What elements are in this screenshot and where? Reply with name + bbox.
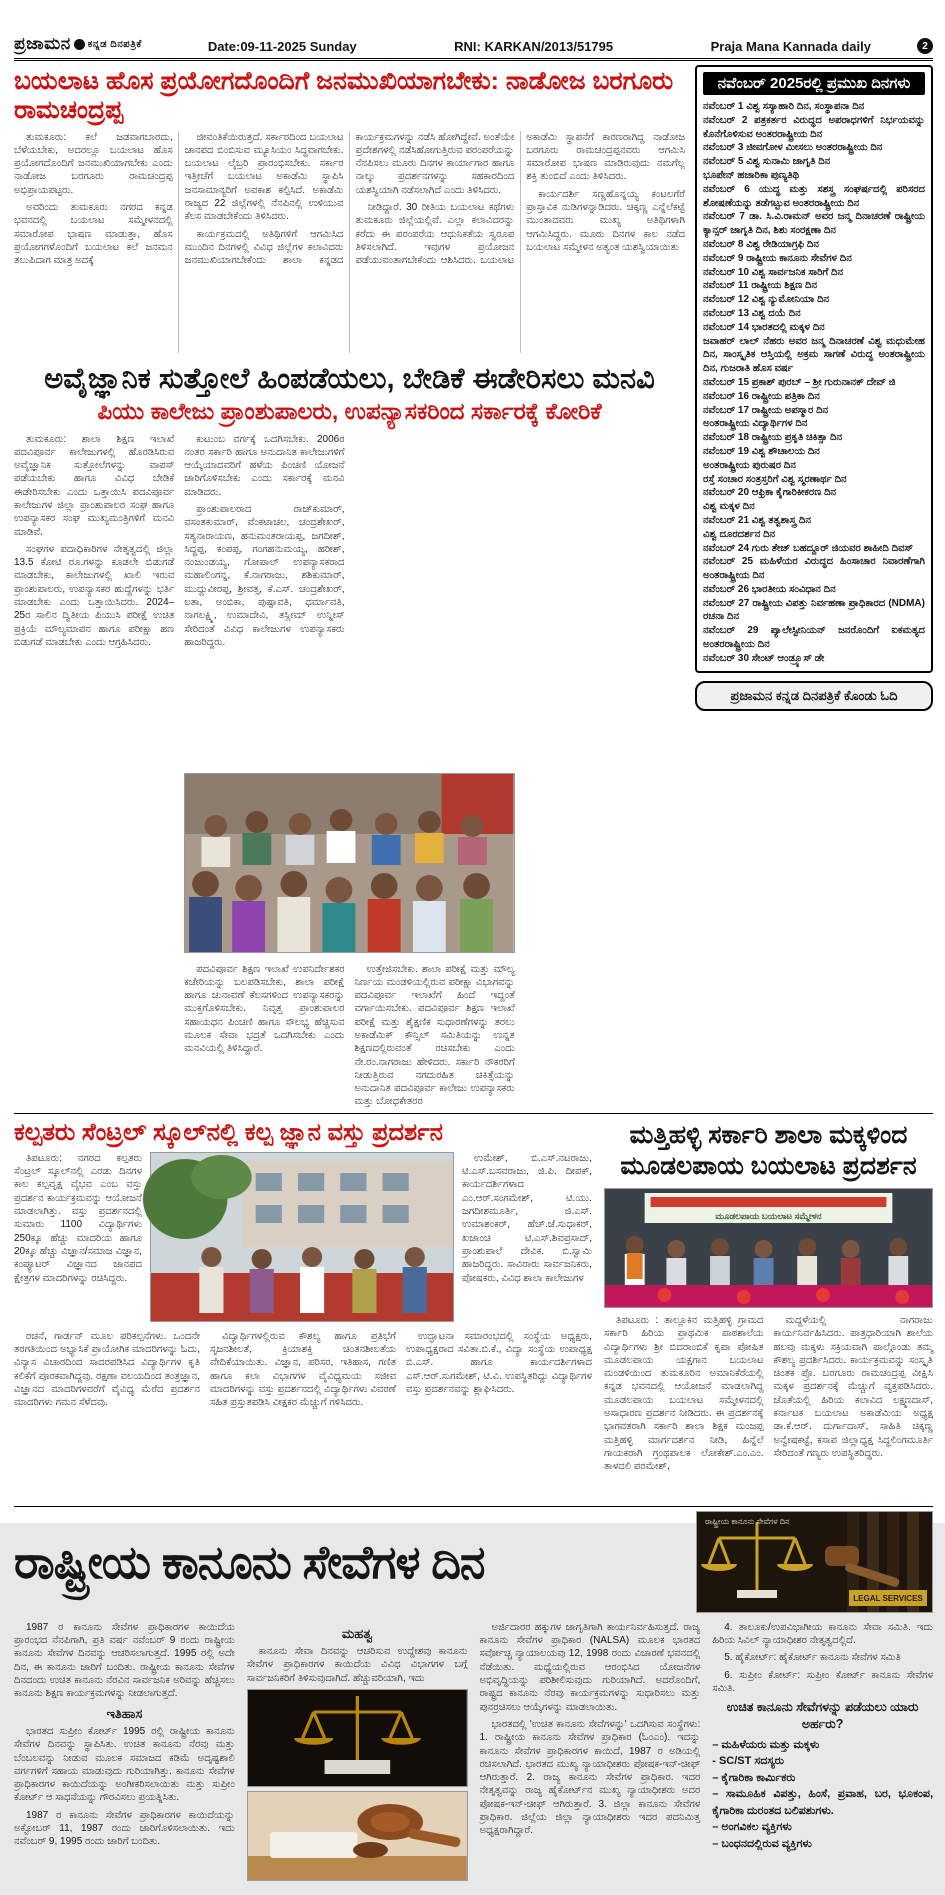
paragraph: ಅರ್ಜಿದಾರರ ಹಕ್ಕುಗಳ ಜಾಗೃತಿಗಾಗಿ ಕಾರ್ಯನಿರ್ವಹಿಸುತ್ತದೆ. ರಾಜ್ಯ ಕಾನೂನು ಸೇವೆಗಳ ಪ್ರಾಧಿಕಾರ (NALSA) ಮೂಲಕ ಭಾರತದ ಸರ್ವೋಚ್ಚ ನ್ಯಾಯಾಲಯವು 12, 1998 ರಂದು ವಿಚಾರಣೆ ಭವನದಲ್ಲಿ ನೆಡೆಯಿತು. ಮಧ್ಯೆಯಲ್ಲಿರುವ ಆರಂಭಿಸಿದ ಯೋಜನೆಗಳ ಅಭಿವೃದ್ಧಿಯನ್ನು ಪರಿಶೀಲಿಸುವುದು ಗುರಿಯಾಗಿದೆ. ಅದರೊಂದಿಗೆ, ರಾಷ್ಟ್ರದ ಕಾನೂನು ನೆರವು ಕಾರ್ಯಕ್ರಮಗಳನ್ನು ಸುಧಾರಿಸಲು ಮತ್ತು ಪುನರ್ರಚಿಸಲು ಆಯ್ಕೆಗಳನ್ನು ಮಾಡಲಾಯಿತು. xyxy=(479,1621,701,1713)
protest-crowd-photo xyxy=(184,773,515,953)
law-article xyxy=(14,1506,933,1889)
newspaper-logo xyxy=(14,34,142,54)
paragraph: ಉಮೇಶ್, ಬಿ.ಎಸ್.ನಟರಾಜು, ಟಿ.ಎಸ್.ಬಸವರಾಜು, ಜಿ.ಪಿ. ದೀಪಕ್, ಕಾರ್ಯದರ್ಶಿಗಳಾದ ಎಂ.ಆರ್.ಸಂಗಮೇಶ್, ಟಿ.ಯು. ಜಗದೀಶಮೂರ್ತಿ, ಜಿ.ಎಸ್. ಉಮಾಶಂಕರ್, ಹೆಚ್.ಜೆ.ಸುಧಾಕರ್, ಖಜಾಂಚಿ ಟಿ.ಎಸ್.ಶಿವಪ್ರಸಾದ್, ಪ್ರಾಂಶುಪಾಲೆ ದೇವಿಕ. ಬಿ.ಸ್ವಾಮಿ ಹಾಜರಿದ್ದರು. ಸಾವಿರಾರು ಸಾರ್ವಜನಿಕರು, ಪೋಷಕರು, ವಿವಿಧ ಶಾಲಾ ಕಾಲೇಜುಗಳ xyxy=(462,1152,592,1284)
day-list-item: ನವೆಂಬರ್ 26 ಭಾರತೀಯ ಸಂವಿಧಾನ ದಿನ xyxy=(703,583,836,595)
day-list-item: ನವೆಂಬರ್ 14 ಭಾರತದಲ್ಲಿ ಮಕ್ಕಳ ದಿನ xyxy=(703,321,825,333)
crowd-photo-illustration xyxy=(185,774,514,952)
eligibility-list xyxy=(712,1737,933,1853)
exhibition-photo xyxy=(150,1152,454,1322)
paragraph: ಕಾರ್ಯಕ್ರಮದಲ್ಲಿ ಅತಿಥಿಗಳಿಗೆ ಆಗಮಿಸಿದ ಮುಂದಿನ ದಿನಗಳಲ್ಲಿ ವಿವಿಧ ಜಿಲ್ಲೆಗಳ ಕಲಾವಿದರು ಜನಮುಖಿಯಾಗಬೇಕೆಂದು ಶಾಲಾ ಕನ್ನಡದ ಕಾರ್ಯಕ್ರಮಗಳನ್ನು ನಡೆಸಿ ಹೋಗಿದ್ದೇವೆ. ಅಂತೆಯೇ ಪ್ರದೇಶಗಳಲ್ಲಿ ನಡೆಸಿಹೋಗುತ್ತಿರುವ ಪರಂಪರೆಯನ್ನು ನೆನಪಿಸಲು ಮೂರು ದಿನಗಳ ಕಾರ್ಯಾಗಾರ ಹಾಗೂ ನಾಲ್ಕು ಪ್ರದರ್ಶನಗಳನ್ನು ಸಹಕಾರದಿಂದ ಯಶಸ್ವಿಯಾಗಿ ನಡೆಸಲಾಗಿದೆ ಎಂದು ತಿಳಿಸಿದರು. xyxy=(184,131,515,267)
logo-subtitle: ಕನ್ನಡ ದಿನಪತ್ರಿಕೆ xyxy=(87,38,142,50)
paragraph: ಕುಟುಂಬ ವರ್ಗಕ್ಕೆ ಒದಗಿಸಬೇಕು. 2006ರ ನಂತರ ಸರ್ಕಾರಿ ಹಾಗೂ ಅನುದಾನಿತ ಕಾಲೇಜುಗಳಿಗೆ ಆಯ್ಕೆಯಾದವರಿಗೆ ಹಳೆಯ ಪಿಂಚಣಿ ಯೋಜನೆ ಜಾರಿಗೊಳಿಸಬೇಕು ಎಂದು ಸರ್ಕಾರಕ್ಕೆ ಮನವಿ ಮಾಡಿದರು. xyxy=(184,433,345,498)
gavel-photo-illustration xyxy=(248,1792,467,1880)
kalpataru-bottom-col2 xyxy=(210,1330,396,1498)
paragraph: ಮದ್ದಳೆಯಲ್ಲಿ ನಾಗರಾಜು ಕಾರ್ಯನಿರ್ವಹಿಸಿದರು. ಪಾತ್ರಧಾರಿಯಾಗಿ ಶಾಲೆಯ ಹಲವು ಮಕ್ಕಳು ಸಕ್ರಿಯವಾಗಿ ಪಾಲ್ಗೊಂಡು ತಮ್ಮ ಕೌಶಲ್ಯ ಪ್ರದರ್ಶಿಸಿದರು. ಕಾರ್ಯಕ್ರಮವನ್ನು ಸಂಸ್ಕೃತಿ ಚಿಂತಕ ಪ್ರೊ. ಬರಗೂರು ರಾಮಚಂದ್ರಪ್ಪ ವೀಕ್ಷಿಸಿ ಮಕ್ಕಳ ಪ್ರದರ್ಶನಕ್ಕೆ ಮೆಚ್ಚುಗೆ ವ್ಯಕ್ತಪಡಿಸಿದರು. ಜೊತೆಯಲ್ಲಿ ಹಿರಿಯ ಕಲಾವಿದ ಲಕ್ಷ್ಮಣದಾಸ್, ಕರ್ನಾಟಕ ಬಯಲಾಟ ಅಕಾಡೆಮಿಯ ಅಧ್ಯಕ್ಷ ಡಾ.ಕೆ.ಆರ್. ದುರ್ಗಾದಾಸ್, ಸಾಹಿತಿ ಚಿಕ್ಕಣ್ಣ ಅನ್ವೇಷಕಟ್ಟೆ, ಕಸಾಪ ಜಿಲ್ಲಾಧ್ಯಕ್ಷ ಸಿದ್ಧಲಿಂಗಮೂರ್ತಿ ಸೇರಿದಂತೆ ಗಣ್ಯರು ಉಪಸ್ಥಿತರಿದ್ದರು. xyxy=(773,1315,933,1459)
exhibition-photo-illustration xyxy=(151,1153,453,1321)
day-list-item: ಭೂಪೇನ್ ಹಜಾರಿಕಾ ಪುಣ್ಯತಿಥಿ xyxy=(703,169,800,181)
day-list-item: ನವೆಂಬರ್ 9 ರಾಷ್ಟ್ರೀಯ ಕಾನೂನು ಸೇವೆಗಳ ದಿನ xyxy=(703,252,852,264)
day-list-item: ನವೆಂಬರ್ 11 ರಾಷ್ಟ್ರೀಯ ಶಿಕ್ಷಣ ದಿನ xyxy=(703,280,818,292)
day-list-item: ನವೆಂಬರ್ 21 ವಿಶ್ವ ತತ್ವಶಾಸ್ತ್ರ ದಿನ xyxy=(703,514,811,526)
sidebar xyxy=(695,65,933,1105)
lead-article-body xyxy=(14,131,685,353)
paragraph: ತುಮಕೂರು: ಕಲೆ ಜಡವಾಗಬಾರದು, ಬೆಳೆಯಬೇಕು, ಅದರಲ್ಲೂ ಬಯಲಾಟ ಹೊಸ ಪ್ರಯೋಗದೊಂದಿಗೆ ಜನಮುಖಿಯಾಗಬೇಕು ಎಂದು ನಾಡೋಜ ಬರಗೂರು ರಾಮಚಂದ್ರಪ್ಪ ಅಭಿಪ್ರಾಯಪಟ್ಟರು. xyxy=(14,131,173,196)
paragraph: ಪದವಿಪೂರ್ವ ಶಿಕ್ಷಣ ಇಲಾಖೆ ಉಪನಿರ್ದೇಶಕರ ಕಚೇರಿಯನ್ನು ಬಲಪಡಿಸಬೇಕು, ಶಾಲಾ ಪರೀಕ್ಷೆ ಹಾಗೂ ಚುನಾವಣೆ ಕೆಲಸಗಳಿಂದ ಉಪನ್ಯಾಸಕರನ್ನು ಮುಕ್ತಗೊಳಿಸಬೇಕು. ನಿವೃತ್ತ ಪ್ರಾಂಶುಪಾಲರ ಸಹಾಯಧನ ಪಿಂಚಣಿ ಹಾಗೂ ಸೌಲಭ್ಯ ಹೆಚ್ಚಿಸುವ ಮೂಲಕ ಸೇವಾ ಭದ್ರತೆ ಒದಗಿಸಬೇಕು ಎಂದು ಮನವಿಯಲ್ಲಿ ತಿಳಿಸಿದ್ದಾರೆ. xyxy=(184,963,345,1055)
paragraph: 1987 ರ ಕಾನೂನು ಸೇವೆಗಳ ಪ್ರಾಧಿಕಾರಗಳ ಕಾಯಿದೆಯ ಪ್ರಾರಂಭದ ನೆನಪಿಗಾಗಿ, ಪ್ರತಿ ವರ್ಷ ನವೆಂಬರ್ 9 ರಂದು ರಾಷ್ಟ್ರೀಯ ಕಾನೂನು ಸೇವೆಗಳ ದಿನವನ್ನು ಆಚರಿಸಲಾಗುತ್ತದೆ. 1995 ರಲ್ಲಿ ಅದೇ ದಿನ, ಈ ಕಾನೂನು ಜಾರಿಗೆ ಬಂದಿತು. ರಾಷ್ಟ್ರೀಯ ಕಾನೂನು ಸೇವೆಗಳ ದಿನದಂದು ಉಚಿತ ಕಾನೂನು ನೆರವಿನ ಸಾರ್ವಜನಿಕ ಅರಿವನ್ನು ಹೆಚ್ಚಿಸಲು ಕಾನೂನು ಶಿಕ್ಷಣ ಕಾರ್ಯಕ್ರಮಗಳನ್ನು ನೀಡಲಾಗುತ್ತದೆ. xyxy=(14,1621,235,1700)
paragraph: 6. ಸುಪ್ರೀಂ ಕೋರ್ಟ್: ಸುಪ್ರೀಂ ಕೋರ್ಟ್ ಕಾನೂನು ಸೇವೆಗಳ ಸಮಿತಿ. xyxy=(712,1669,933,1695)
paragraph: ರಚನೆ, ಗಾರ್ಡನ್ ಮೂಲ ಪರಿಕಲ್ಪನೆಗಳು. ಒಂದನೇ ತರಗತಿಯಿಂದ ಅಭ್ಯಾಸಿಕೆ ಪ್ರಾಯೋಗಿಕ ಮಾದರಿಗಳನ್ನು ಓದು, ವಿನ್ಯಾಸ ವಿಚಾರದಿಂದ ಸಾದರಪಡಿಸಿದ ವಿದ್ಯಾರ್ಥಿಗಳ ಕೃತಿ ಕಲಿಕೆಗೆ ಪೂರಕವಾಗಿದ್ದವು. ರಕ್ಷಣಾ ವಲಯದಿಂದ ತಂತ್ರಜ್ಞಾನ, ವಿಜ್ಞಾನದ ಮಾದರಿಗಳವರೆಗೆ ವೈವಿಧ್ಯ ಮೆರೆದ ಪ್ರದರ್ಶನ ಮಾದರಿಗಳು ಗಮನ ಸೆಳೆದವು. xyxy=(14,1330,200,1409)
kalpataru-names-col xyxy=(462,1152,592,1324)
masthead xyxy=(14,34,933,61)
legal-services-photo xyxy=(696,1511,933,1613)
second-article-body xyxy=(14,433,685,1108)
importance-subhead: ಮಹತ್ವ xyxy=(341,1625,373,1641)
eligibility-item: – ಸಾಮೂಹಿಕ ವಿಪತ್ತು, ಹಿಂಸೆ, ಪ್ರವಾಹ, ಬರ, ಭೂಕಂಪ, ಕೈಗಾರಿಕಾ ದುರಂತದ ಬಲಿಪಶುಗಳು. xyxy=(712,1788,933,1817)
paragraph: ಉದ್ಘಾಟನಾ ಸಮಾರಂಭದಲ್ಲಿ ಸಂಸ್ಥೆಯ ಅಧ್ಯಕ್ಷರು, ಉಪಾಧ್ಯಕ್ಷರಾದ ಸವಿತಾ.ಬಿ.ಕೆ., ವಿದ್ಯಾ ಸಂಸ್ಥೆಯ ಉಪಾಧ್ಯಕ್ಷ ಬಿ.ಎಸ್. ಹಾಗೂ ಕಾರ್ಯದರ್ಶಿಗಳಾದ ಎಸ್.ಆರ್.ಸುಗಮೇಶ್, ಟಿ.ವಿ. ಉಪಸ್ಥಿತರಿದ್ದು ವಿದ್ಯಾರ್ಥಿಗಳ ವಸ್ತು ಪ್ರದರ್ಶನವನ್ನು ಶ್ಲಾಘಿಸಿದರು. xyxy=(406,1330,592,1396)
paragraph: ಭಾರತದಲ್ಲಿ 'ಉಚಿತ ಕಾನೂನು ಸೇವೆಗಳನ್ನು' ಒದಗಿಸುವ ಸಂಸ್ಥೆಗಳು: 1. ರಾಷ್ಟ್ರೀಯ ಕಾನೂನು ಸೇವೆಗಳ ಪ್ರಾಧಿಕಾರ (ಓಂಎಂ). ಇದನ್ನು ಕಾನೂನು ಸೇವೆಗಳ ಪ್ರಾಧಿಕಾರಗಳ ಕಾಯಿದೆ, 1987 ರ ಅಡಿಯಲ್ಲಿ ರಚಿಸಲಾಗಿದೆ. ಭಾರತದ ಮುಖ್ಯ ನ್ಯಾಯಾಧೀಶರು ಪೋಷಕ-ಇನ್-ಚೀಫ್ ಆಗಿರುತ್ತಾರೆ. 2. ರಾಜ್ಯ ಕಾನೂನು ಸೇವೆಗಳ ಪ್ರಾಧಿಕಾರ. ಇದರ ನೇತೃತ್ವವನ್ನು ರಾಜ್ಯ ಹೈಕೋರ್ಟ್‌ನ ಮುಖ್ಯ ನ್ಯಾಯಾಧೀಶರು ಅದರ ಪೋಷಕ-ಇನ್-ಚೀಫ್ ಆಗಿರುತ್ತಾರೆ. 3. ಜಿಲ್ಲಾ ಕಾನೂನು ಸೇವೆಗಳ ಪ್ರಾಧಿಕಾರ. ಜಿಲ್ಲೆಯ ಜಿಲ್ಲಾ ನ್ಯಾಯಾಧೀಶರು ಇದರ ಪದನಿಮಿತ್ತ ಅಧ್ಯಕ್ಷರಾಗಿದ್ದಾರೆ. xyxy=(479,1718,701,1837)
law-col4 xyxy=(712,1621,933,1889)
day-list-item: ನವೆಂಬರ್ 10 ವಿಶ್ವ ಸಾರ್ವಜನಿಕ ಸಾರಿಗೆ ದಿನ xyxy=(703,266,844,278)
day-list-item: ನವೆಂಬರ್ 18 ರಾಷ್ಟ್ರೀಯ ಪ್ರಕೃತಿ ಚಿಕಿತ್ಸಾ ದಿನ xyxy=(703,432,843,444)
day-list-item: ನವೆಂಬರ್ 25 ಮಹಿಳೆಯರ ವಿರುದ್ಧದ ಹಿಂಸಾಚಾರ ನಿವಾರಣೆಗಾಗಿ ಅಂತರಾಷ್ಟ್ರೀಯ ದಿನ xyxy=(703,556,925,582)
day-list-item: ನವೆಂಬರ್ 3 ಜೀವಗೋಳ ಮೀಸಲು ಅಂತರರಾಷ್ಟ್ರೀಯ ದಿನ xyxy=(703,142,883,154)
law-col1 xyxy=(14,1621,235,1889)
paragraph: 5. ಹೈಕೋರ್ಟ್: ಹೈಕೋರ್ಟ್ ಕಾನೂನು ಸೇವೆಗಳ ಸಮಿತಿ xyxy=(724,1652,901,1664)
paragraph: ಸಂಘಗಳ ಪದಾಧಿಕಾರಿಗಳ ನೇತೃತ್ವದಲ್ಲಿ ಜಿಲ್ಲಾ 13.5 ಕೋಟಿ ರೂ.ಗಳನ್ನು ಕೂಡಲೇ ಬಿಡುಗಡೆ ಮಾಡಬೇಕು, ಕಾಲೇಜುಗಳಲ್ಲಿ ಖಾಲಿ ಇರುವ ಪ್ರಾಂಶುಪಾಲರು, ಉಪನ್ಯಾಸಕರ ಹುದ್ದೆಗಳನ್ನು ಭರ್ತಿ ಮಾಡಬೇಕು ಎಂದು ಒತ್ತಾಯಿಸಿದರು. 2024–25ರ ಸಾಲಿನ ದ್ವಿತೀಯ ಪಿಯುಸಿ ಪರೀಕ್ಷೆ ಉಚಿತ ಪ್ರಕ್ರಿಯೆ ಮೌಲ್ಯಮಾಪನ ಹಾಗೂ ಪರೀಕ್ಷಾ ಹಣ ಬಿಡುಗಡೆ ಮಾಡಬೇಕು ಎಂದು ಆಗ್ರಹಿಸಿದರು. xyxy=(14,543,175,648)
kalpataru-headline: ಕಲ್ಪತರು ಸೆಂಟ್ರಲ್ ಸ್ಕೂಲ್‌ನಲ್ಲಿ ಕಲ್ಪ ಜ್ಞಾನ ವಸ್ತು ಪ್ರದರ್ಶನ xyxy=(14,1118,443,1146)
day-list-item: ಅಂತರಾಷ್ಟ್ರೀಯ ಪುರುಷರ ದಿನ xyxy=(703,459,796,471)
scales-photo-illustration xyxy=(248,1690,467,1786)
day-list-item: ನವೆಂಬರ್ 29 ಪ್ಯಾಲೇಸ್ಟೀನಿಯನ್ ಜನರೊಂದಿಗೆ ಐಕಮತ್ಯದ ಅಂತರರಾಷ್ಟ್ರೀಯ ದಿನ xyxy=(703,625,925,651)
headline-line: ಮೂಡಲಪಾಯ ಬಯಲಾಟ ಪ್ರದರ್ಶನ xyxy=(620,1151,917,1180)
eligibility-heading: ಉಚಿತ ಕಾನೂನು ಸೇವೆಗಳನ್ನು ಪಡೆಯಲು ಯಾರು ಅರ್ಹರು? xyxy=(726,1700,919,1731)
logo-text: ಪ್ರಜಾಮನ xyxy=(14,34,71,53)
mudalapaya-col2 xyxy=(774,1314,934,1496)
legal-photo-illustration xyxy=(697,1512,932,1612)
days-box-title: ನವೆಂಬರ್ 2025ರಲ್ಲಿ ಪ್ರಮುಖ ದಿನಗಳು xyxy=(703,72,925,95)
day-list-item: ವಿಶ್ವ ದೂರದರ್ಶನ ದಿನ xyxy=(703,528,776,540)
paragraph: 4. ತಾಲೂಕು/ಉಪವಿಭಾಗೀಯ ಕಾನೂನು ಸೇವಾ ಸಮಿತಿ. ಇದು ಹಿರಿಯ ಸಿವಿಲ್ ನ್ಯಾಯಾಧೀಶರ ನೇತೃತ್ವದಲ್ಲಿದೆ. xyxy=(712,1621,933,1647)
lead-headline: ಬಯಲಾಟ ಹೊಸ ಪ್ರಯೋಗದೊಂದಿಗೆ ಜನಮುಖಿಯಾಗಬೇಕು: ನಾಡೋಜ ಬರಗೂರು ರಾಮಚಂದ್ರಪ್ಪ xyxy=(14,67,674,124)
day-list-item: ನವೆಂಬರ್ 1 ವಿಶ್ವ ಸಸ್ಯಾಹಾರಿ ದಿನ, ಸಂಸ್ಥಾಪನಾ ದಿನ xyxy=(703,101,865,112)
law-col2 xyxy=(247,1621,468,1889)
law-col3 xyxy=(480,1621,701,1889)
photo-overlay-text: ರಾಷ್ಟ್ರೀಯ ಕಾನೂನು ಸೇವೆಗಳ ದಿನ xyxy=(705,1516,790,1526)
second-article-col4 xyxy=(184,433,344,763)
day-list-item: ನವೆಂಬರ್ 17 ರಾಷ್ಟ್ರೀಯ ಅಪಸ್ಮಾರ ದಿನ xyxy=(703,404,829,416)
eligibility-item: - SC/ST ಸದಸ್ಯರು xyxy=(712,1755,785,1768)
paragraph: ಜೀವಂತಿಕೆಯಿರುತ್ತದೆ. ಸರ್ಕಾರದಿಂದ ಬಯಲಾಟ ಜಾನಪದ ಬಿಂಬಿಸುವ ಮ್ಯೂಸಿಯಂ ಸಿದ್ಧವಾಗಬೇಕು. ಬಯಲಾಟ ಲೈಬ್ರರಿ ಪ್ರಾರಂಭಿಸಬೇಕು. ಸರ್ಕಾರ ಇತ್ತೀಚೆಗೆ ಬಯಲಾಟ ಅಕಾಡೆಮಿ ಸ್ಥಾಪಿಸಿ ಜನಸಾಮಾನ್ಯರಿಗೆ ಅವಕಾಶ ಕಲ್ಪಿಸಿದೆ. ಅಕಾಡೆಮಿ ರಾಜ್ಯದ 22 ಜಿಲ್ಲೆಗಳಲ್ಲಿ ನೆನಪಿನಲ್ಲಿ ಉಳಿಯುವ ಕೆಲಸ ಮಾಡಬೇಕೆಂದು ತಿಳಿಸಿದರು. xyxy=(184,131,344,223)
issue-date: Date:09-11-2025 Sunday xyxy=(207,39,357,54)
law-headline: ರಾಷ್ಟ್ರೀಯ ಕಾನೂನು ಸೇವೆಗಳ ದಿನ xyxy=(14,1535,485,1588)
rni-number: RNI: KARKAN/2013/51795 xyxy=(454,39,614,54)
day-list-item: ರಸ್ತೆ ಸಂಚಾರ ಸಂತ್ರಸ್ತರಿಗೆ ವಿಶ್ವ ಸ್ಮರಣಾರ್ಥ ದಿನ xyxy=(703,473,847,485)
second-article-col1 xyxy=(14,433,174,763)
eligibility-item: – ಅಂಗವಿಕಲ ವ್ಯಕ್ತಿಗಳು xyxy=(712,1821,792,1834)
paragraph: ಉತ್ತೇಜಿಸಬೇಕು. ಶಾಲಾ ಪರೀಕ್ಷೆ ಮತ್ತು ಮೌಲ್ಯ ನಿರ್ಣಯ ಮಂಡಳಿಯಲ್ಲಿರುವ ಪರೀಕ್ಷಾ ವಿಭಾಗವನ್ನು ಪದವಿಪೂರ್ವ ಇಲಾಖೆಗೆ ಹಿಂದೆ ಇದ್ದಂತೆ ವರ್ಗಾಯಿಸಬೇಕು. ಪದವಿಪೂರ್ವ ಶಿಕ್ಷಣ ಇಲಾಖೆ ಪರೀಕ್ಷೆ ಮತ್ತು ಶೈಕ್ಷಣಿಕ ಸುಧಾರಣೆಗಳನ್ನು ತರಲು ಅಕಾಡೆಮಿಕ್ ಕೌನ್ಸಿಲ್ ಸಮಿತಿಯನ್ನು ಉನ್ನತ ಶಿಕ್ಷಣದಲ್ಲಿರುವಂತೆ ರಚಿಸಬೇಕು ಎಂದು ನೇ.ರಂ.ನಾಗರಾಜು ಹೇಳಿದರು. ಸರ್ಕಾರಿ ನೌಕರರಿಗೆ ನೀಡುತ್ತಿರುವ ನಗದುರಹಿತ ಚಿಕಿತ್ಸೆಯನ್ನು ಅನುದಾನಿತ ಪದವಿಪೂರ್ವ ಕಾಲೇಜು ಉಪನ್ಯಾಸಕರು ಮತ್ತು ಬೋಧಕೇತರರ xyxy=(354,963,515,1108)
paragraph: ಅವರಿಂದು ತುಮಕೂರು ನಗರದ ಕನ್ನಡ ಭವನದಲ್ಲಿ ಬಯಲಾಟ ಸಮ್ಮೇಳನದಲ್ಲಿ ಸಮಾರೋಪ ಭಾಷಣ ಮಾಡುತ್ತಾ, ಹೊಸ ಪ್ರಯೋಗಗಳೊಂದಿಗೆ ಬಯಲಾಟ ಕಲೆ ಜನಮನ ತಲುಪಿದಾಗ ಮಾತ್ರ ಅದಕ್ಕೆ xyxy=(14,201,173,267)
paragraph: ತಿಪಟೂರು: ನಗರದ ಕಲ್ಪತರು ಸೆಂಟ್ರಲ್ ಸ್ಕೂಲ್‌ನಲ್ಲಿ ಎರಡು ದಿನಗಳ ಕಾಲ ಕಲ್ಪವೃಕ್ಷ ವೈಭವ ಎಂಬ ವಸ್ತು ಪ್ರದರ್ಶನ ಕಾರ್ಯಕ್ರಮವನ್ನು ಆಯೋಜನೆ ಮಾಡಲಾಗಿತ್ತು. ವಸ್ತು ಪ್ರದರ್ಶನದಲ್ಲಿ ಸುಮಾರು 1100 ವಿದ್ಯಾರ್ಥಿಗಳು 250ಕ್ಕೂ ಹೆಚ್ಚು ಮಾದರಿಯ ಹಾಗೂ 20ಕ್ಕೂ ಹೆಚ್ಚು ವಿಜ್ಞಾನ/ಸಮಾಜ ವಿಜ್ಞಾನ, ಕಂಪ್ಯೂಟರ್ ವಿಜ್ಞಾನದ ಜಾನಪದ ಕ್ಷೇತ್ರಗಳ ಮಾದರಿಗಳನ್ನು ರಚಿಸಿದ್ದರು. xyxy=(14,1152,142,1284)
day-list-item: ವಿಶ್ವ ಮಕ್ಕಳ ದಿನ xyxy=(703,501,755,513)
eligibility-item: – ಮಹಿಳೆಯರು ಮತ್ತು ಮಕ್ಕಳು xyxy=(712,1738,820,1751)
paragraph: ತಿಪಟೂರು : ತಾಲ್ಲೂಕಿನ ಮತ್ತಿಹಳ್ಳಿ ಗ್ರಾಮದ ಸರ್ಕಾರಿ ಹಿರಿಯ ಪ್ರಾಥಮಿಕ ಪಾಠಶಾಲೆಯ ವಿದ್ಯಾರ್ಥಿಗಳು ಶ್ರೀ ಬಿದರಾಂಬಿಕೆ ಕೃಪಾ ಪೋಷಿತ ಮೂಡಲಪಾಯ ಯಕ್ಷಗಾನ ಬಯಲಾಟ ಮಂಡಳಿಯಿಂದ ತುಮಕೂರಿನ ಅಮಾನಿಕೆರೆಯಲ್ಲಿ ಕನ್ನಡ ಭವನದಲ್ಲಿ ಆಯೋಜನೆ ಮಾಡಲಾಗಿದ್ದ ಮೂಡಲಪಾಯ ಬಯಲಾಟ ಸಮ್ಮೇಳನದಲ್ಲಿ ಅಸಾಧಾರಣ ಪ್ರದರ್ಶನ ನೀಡಿದರು. ಈ ಪ್ರದರ್ಶನಕ್ಕೆ ಭಾಗವತರಾಗಿ ಸರ್ಕಾರಿ ಶಾಲಾ ಶಿಕ್ಷಕ ಮಂಜಪ್ಪ ಮತ್ತಿಹಳ್ಳಿ ಮಾರ್ಗದರ್ಶನ ನೀಡಿ, ಹಿನ್ನೆಲೆ ಗಾಯಕರಾಗಿ ಗ್ರಂಥಪಾಲಕ ಲೋಕೇಶ್.ಎಂ.ಎಂ. ತಾಳದಲಿ ಪರಮೇಶ್, xyxy=(604,1315,764,1473)
stage-photo xyxy=(604,1188,933,1308)
paragraph: ನೀಡಿದ್ದಾರೆ. 30 ರೀತಿಯ ಬಯಲಾಟ ಕಥೆಗಳು ತುಮಕೂರು ಜಿಲ್ಲೆಯಲ್ಲಿವೆ. ಎಲ್ಲಾ ಕಲಾವಿದರನ್ನು ಕರೆದು ಈ ಪರಂಪರೆಯ ಆಧುನಿಕತೆಯ ಸ್ವರೂಪ ತಿಳಿಸಲಾಗಿದೆ. ಇವುಗಳ ಪ್ರಯೋಜನ ಪಡೆಯುವಂತಾಗಬೇಕೆಂದು ಆಶಿಸಿದರು. ಬಯಲಾಟ ಅಕಾಡೆಮಿ ಸ್ಥಾಪನೆಗೆ ಕಾರಣರಾಗಿದ್ದ ನಾಡೋಜ ಬರಗೂರು ರಾಮಚಂದ್ರಪ್ಪನವರು ಆಗಮಿಸಿ ಸಮಾರೋಪ ಭಾಷಣ ಮಾಡಿರುವುದು ನಮಗೆಲ್ಲ ಶಕ್ತಿ ತುಂಬಿದೆ ಎಂದು ತಿಳಿಸಿದರು. xyxy=(355,131,685,267)
mudalapaya-article xyxy=(604,1120,933,1498)
day-list-item: ನವೆಂಬರ್ 15 ಪ್ರಕಾಶ್ ಪುರಬ್ – ಶ್ರೀ ಗುರುನಾನಕ್ ದೇವ್ ಜಿ xyxy=(703,376,896,388)
paragraph: ಪ್ರಾಂಶುಪಾಲರಾದ ರಾಜ್‌ಕುಮಾರ್, ವಸಂತಕುಮಾರ್, ವೆಂಕಟಾಚಲ, ಚಂದ್ರಶೇಖರ್, ಸತ್ಯನಾರಾಯಣ, ಹನುಮಂತರಾಯಪ್ಪ, ಜಗದೀಶ್, ಸಿದ್ಧಪ್ಪ, ಕಂಪಪ್ಪ, ಗಂಗಹನುಮಯ್ಯ, ಹರೀಶ್, ನಂಜುಂಡಯ್ಯ, ಗೋಪಾಲ್ ಉಪನ್ಯಾಸಕರಾದ ಮಹಾಲಿಂಗನ್ನ, ಕೆ.ನಾಗರಾಜು, ಶಶಿಕುಮಾರ್, ಮುದ್ದುವೀರಪ್ಪ, ಶ್ರೀವತ್ಸ, ಕೆ.ಎಸ್. ಚಂದ್ರಶೇಖರ್, ಲತಾ, ಅಂಬಿಕಾ, ಪುಷ್ಪಾವತಿ, ಧರ್ಮಾವತಿ, ನಾಗಲಕ್ಷ್ಮಿ, ಉಮಾದೇವಿ, ತಸ್ಲೀಮ್ ಉನ್ನೀಸ್ ಸೇರಿದಂತೆ ವಿವಿಧ ಕಾಲೇಜುಗಳ ಉಪನ್ಯಾಸಕರು ಹಾಜರಿದ್ದರು. xyxy=(184,503,345,648)
history-subhead: ಇತಿಹಾಸ xyxy=(106,1705,143,1721)
page-number-badge: 2 xyxy=(917,38,933,54)
main-column xyxy=(14,65,685,1108)
paragraph: ತುಮಕೂರು: ಶಾಲಾ ಶಿಕ್ಷಣ ಇಲಾಖೆ ಪದವಿಪೂರ್ವ ಕಾಲೇಜುಗಳಲ್ಲಿ ಹೊರಡಿಸಿರುವ ಅವೈಜ್ಞಾನಿಕ ಸುತ್ತೋಲೆಗಳನ್ನು ವಾಪಸ್ ಪಡೆಯಬೇಕು ಹಾಗೂ ವಿವಿಧ ಬೇಡಿಕೆ ಈಡೇರಿಸಬೇಕು ಎಂದು ಒತ್ತಾಯಿಸಿ ಪದವಿಪೂರ್ವ ಕಾಲೇಜುಗಳ ಜಿಲ್ಲಾ ಪ್ರಾಂಶುಪಾಲರ ಸಂಘ ಹಾಗೂ ಉಪನ್ಯಾಸಕರ ಸಂಘ ಮುಖ್ಯಮಂತ್ರಿಗಳಿಗೆ ಮನವಿ ಮಾಡಿವೆ. xyxy=(14,433,175,538)
day-list-item: ನವೆಂಬರ್ 20 ಆಫ್ರಿಕಾ ಕೈಗಾರಿಕೀಕರಣ ದಿನ xyxy=(703,487,837,499)
day-list-item: ಜವಾಹರ್ ಲಾಲ್ ನೆಹರು ಅವರ ಜನ್ಮ ದಿನಾಚರಣೆ ವಿಶ್ವ ಮಧುಮೇಹ ದಿನ, ಸಾಂಸ್ಕೃತಿಕ ಆಸ್ತಿಯಲ್ಲಿ ಅಕ್ರಮ ಸಾಗಣೆ ವಿರುದ್ಧ ಅಂತರಾಷ್ಟ್ರೀಯ ದಿನ, ಗುಜರಾತಿ ಹೊಸ ವರ್ಷ xyxy=(703,335,925,375)
eligibility-item: – ಕೈಗಾರಿಕಾ ಕಾರ್ಮಿಕರು xyxy=(712,1771,796,1784)
gavel-photo xyxy=(247,1791,468,1881)
mudalapaya-col1 xyxy=(604,1314,764,1496)
day-list-item: ನವೆಂಬರ್ 2 ಪತ್ರಕರ್ತರ ವಿರುದ್ಧದ ಅಪರಾಧಗಳಿಗೆ ನಿರ್ಭಯವನ್ನು ಕೊನೆಗೊಳಿಸುವ ಅಂತರರಾಷ್ಟ್ರೀಯ ದಿನ xyxy=(703,114,925,140)
november-days-box xyxy=(695,65,933,673)
second-article-col2 xyxy=(184,963,344,1105)
day-list-item: ನವೆಂಬರ್ 19 ವಿಶ್ವ ಶೌಚಾಲಯ ದಿನ xyxy=(703,445,820,457)
headline-line: ಮತ್ತಿಹಳ್ಳಿ ಸರ್ಕಾರಿ ಶಾಲಾ ಮಕ್ಕಳಿಂದ xyxy=(629,1120,908,1149)
paragraph: ಕಾನೂನು ಸೇವಾ ದಿನವನ್ನು ಆಚರಿಸುವ ಉದ್ದೇಶವು ಕಾನೂನು ಸೇವೆಗಳ ಪ್ರಾಧಿಕಾರಗಳ ಕಾಯಿದೆಯ ವಿವಿಧ ವಿಭಾಗಗಳ ಬಗ್ಗೆ ಸಾರ್ವಜನಿಕರಿಗೆ ತಿಳಿಸುವುದಾಗಿದೆ. ಹೆಚ್ಚುವರಿಯಾಗಿ, ಇದು xyxy=(246,1646,468,1684)
day-list-item: ನವೆಂಬರ್ 24 ಗುರು ತೇಜ್ ಬಹದ್ದೂರ್ ಜಿಯವರ ಶಾಹೀದಿ ದಿವಸ್ xyxy=(703,542,914,554)
logo-emblem-icon xyxy=(74,39,85,50)
day-list-item: ಅಂತರಾಷ್ಟ್ರೀಯ ವಿದ್ಯಾರ್ಥಿಗಳ ದಿನ xyxy=(703,418,808,430)
day-list-item: ನವೆಂಬರ್ 6 ಯುದ್ಧ ಮತ್ತು ಸಶಸ್ತ್ರ ಸಂಘರ್ಷದಲ್ಲಿ ಪರಿಸರದ ಶೋಷಣೆಯನ್ನು ತಡೆಗಟ್ಟುವ ಅಂತರರಾಷ್ಟ್ರೀಯ ದಿನ xyxy=(703,183,925,209)
day-list-item: ನವೆಂಬರ್ 8 ವಿಶ್ವ ರೇಡಿಯಾಗ್ರಫಿ ದಿನ xyxy=(703,238,819,250)
second-article-col3 xyxy=(354,963,515,1108)
banner-text: ಮೂಡಲಪಾಯ ಬಯಲಾಟ ಸಮ್ಮೇಳನ xyxy=(715,1210,822,1222)
kalpataru-col1 xyxy=(14,1152,142,1324)
day-list-item: ನವೆಂಬರ್ 12 ವಿಶ್ವ ನ್ಯುಮೋನಿಯಾ ದಿನ xyxy=(703,294,830,306)
kalpataru-article xyxy=(14,1120,592,1498)
scales-photo xyxy=(247,1689,468,1787)
day-list-item: ನವೆಂಬರ್ 16 ರಾಷ್ಟ್ರೀಯ ಪತ್ರಿಕಾ ದಿನ xyxy=(703,390,820,402)
kalpataru-bottom-col1 xyxy=(14,1330,200,1498)
second-headline: ಅವೈಜ್ಞಾನಿಕ ಸುತ್ತೋಲೆ ಹಿಂಪಡೆಯಲು, ಬೇಡಿಕೆ ಈಡೇರಿಸಲು ಮನವಿ xyxy=(44,362,655,395)
legal-services-plate: LEGAL SERVICES xyxy=(853,1593,923,1603)
stage-photo-illustration xyxy=(605,1189,932,1307)
second-subheadline: ಪಿಯು ಕಾಲೇಜು ಪ್ರಾಂಶುಪಾಲರು, ಉಪನ್ಯಾಸಕರಿಂದ ಸರ್ಕಾರಕ್ಕೆ ಕೋರಿಕೆ xyxy=(97,397,602,424)
days-list xyxy=(703,100,925,666)
day-list-item: ನವೆಂಬರ್ 27 ರಾಷ್ಟ್ರೀಯ ವಿಪತ್ತು ನಿರ್ವಹಣಾ ಪ್ರಾಧಿಕಾರದ (NDMA) ರಚನಾ ದಿನ xyxy=(703,597,925,623)
paragraph: 1987 ರ ಕಾನೂನು ಸೇವೆಗಳ ಪ್ರಾಧಿಕಾರಗಳ ಕಾಯಿದೆಯನ್ನು ಅಕ್ಟೋಬರ್ 11, 1987 ರಂದು ಜಾರಿಗೊಳಿಸಲಾಯಿತು. ಇದು ನವೆಂಬರ್ 9, 1995 ರಂದು ಜಾರಿಗೆ ಬಂದಿತು. xyxy=(14,1809,235,1848)
paragraph: ಕಾರ್ಯದರ್ಶಿ ಸಣ್ಣಹೊನ್ನಯ್ಯ ಕಂಟಲಗೆರೆ ಪ್ರಾಸ್ತಾವಿಕ ನುಡಿಗಳನ್ನಾಡಿದರು. ಚಿಕ್ಕಣ್ಣ ಎನ್ನೆಲೆಕಟ್ಟೆ ಮುಂತಾದವರು ಮುಖ್ಯ ಅತಿಥಿಗಳಾಗಿ ಆಗಮಿಸಿದ್ದರು. ಮೂರು ದಿನಗಳ ಕಾಲ ನಡೆದ ಬಯಲಾಟ ಸಮ್ಮೇಳನ ಅತ್ಯಂತ ಯಶಸ್ವಿಯಾಯಿತು xyxy=(526,188,685,253)
day-list-item: ನವೆಂಬರ್ 13 ವಿಶ್ವ ದಯೆ ದಿನ xyxy=(703,307,801,319)
mudalapaya-headline xyxy=(604,1120,933,1183)
kalpataru-bottom-col3 xyxy=(406,1330,592,1498)
paragraph: ವಿದ್ಯಾರ್ಥಿಗಳಲ್ಲಿರುವ ಕೌಶಲ್ಯ ಹಾಗೂ ಪ್ರತಿಭೆಗೆ ಸೃಜನಶೀಲತೆ, ಕ್ರಿಯಾಶಕ್ತಿ ಚಿಂತನಶೀಲತೆಯ ವೇದಿಕೆಯಾಯಿತು. ವಿಜ್ಞಾನ, ಪರಿಸರ, ಇತಿಹಾಸ, ಗಣಿತ ಹಾಗೂ ಕಲಾ ವಿಭಾಗಗಳ ವೈವಿಧ್ಯಮಯ ಸಜೀವ ಮಾದರಿಗಳನ್ನು ವಸ್ತು ಪ್ರದರ್ಶನದಲ್ಲಿ ವಿದ್ಯಾರ್ಥಿಗಳು ವಿವರಣೆ ಸಹಿತ ಪ್ರಸ್ತುತಪಡಿಸಿ ವೀಕ್ಷಕರ ಮೆಚ್ಚುಗೆ ಗಳಿಸಿದರು. xyxy=(210,1330,396,1409)
day-list-item: ನವೆಂಬರ್ 30 ಸೇಂಟ್ ಆಂಡ್ರ್ಯೂಸ್ ಡೇ xyxy=(703,652,825,664)
day-list-item: ನವೆಂಬರ್ 5 ವಿಶ್ವ ಸುನಾಮಿ ಜಾಗೃತಿ ದಿನ xyxy=(703,156,831,168)
eligibility-item: – ಬಂಧನದಲ್ಲಿರುವ ವ್ಯಕ್ತಿಗಳು xyxy=(712,1837,812,1850)
paper-name-english: Praja Mana Kannada daily xyxy=(710,39,871,54)
day-list-item: ನವೆಂಬರ್ 7 ಡಾ. ಸಿ.ವಿ.ರಾಮನ್ ಅವರ ಜನ್ಮ ದಿನಾಚರಣೆ ರಾಷ್ಟ್ರೀಯ ಕ್ಯಾನ್ಸರ್ ಜಾಗೃತಿ ದಿನ, ಶಿಶು ಸಂರಕ್ಷಣಾ ದಿನ xyxy=(703,211,925,237)
subscription-promo: ಪ್ರಜಾಮನ ಕನ್ನಡ ದಿನಪತ್ರಿಕೆ ಕೊಂಡು ಓದಿ xyxy=(695,681,933,711)
paragraph: ಭಾರತದ ಸುಪ್ರೀಂ ಕೋರ್ಟ್ 1995 ರಲ್ಲಿ ರಾಷ್ಟ್ರೀಯ ಕಾನೂನು ಸೇವೆಗಳ ದಿನವನ್ನು ಸ್ಥಾಪಿಸಿತು. ಉಚಿತ ಕಾನೂನು ನೆರವು ಮತ್ತು ಬೆಂಬಲವನ್ನು ನೀಡುವ ಮೂಲಕ ಸಮಾಜದ ಕಡಿಮೆ ಅದೃಷ್ಟಶಾಲಿ ವರ್ಗಗಳಿಗೆ ಸಹಾಯ ಮಾಡುವುದು ಗುರಿಯಾಗಿತ್ತು. ಕಾನೂನು ಸೇವೆಗಳ ಪ್ರಾಧಿಕಾರಗಳ ಕಾಯಿದೆಯನ್ನು ಅಂಗೀಕರಿಸಲಾಯಿತು ಮತ್ತು ಸುಪ್ರೀಂ ಕೋರ್ಟ್ ಆ ಸಾಧನೆಯನ್ನು ಗೌರವಿಸಲು ಪ್ರಯತ್ನಿಸಿತು. xyxy=(14,1725,235,1804)
